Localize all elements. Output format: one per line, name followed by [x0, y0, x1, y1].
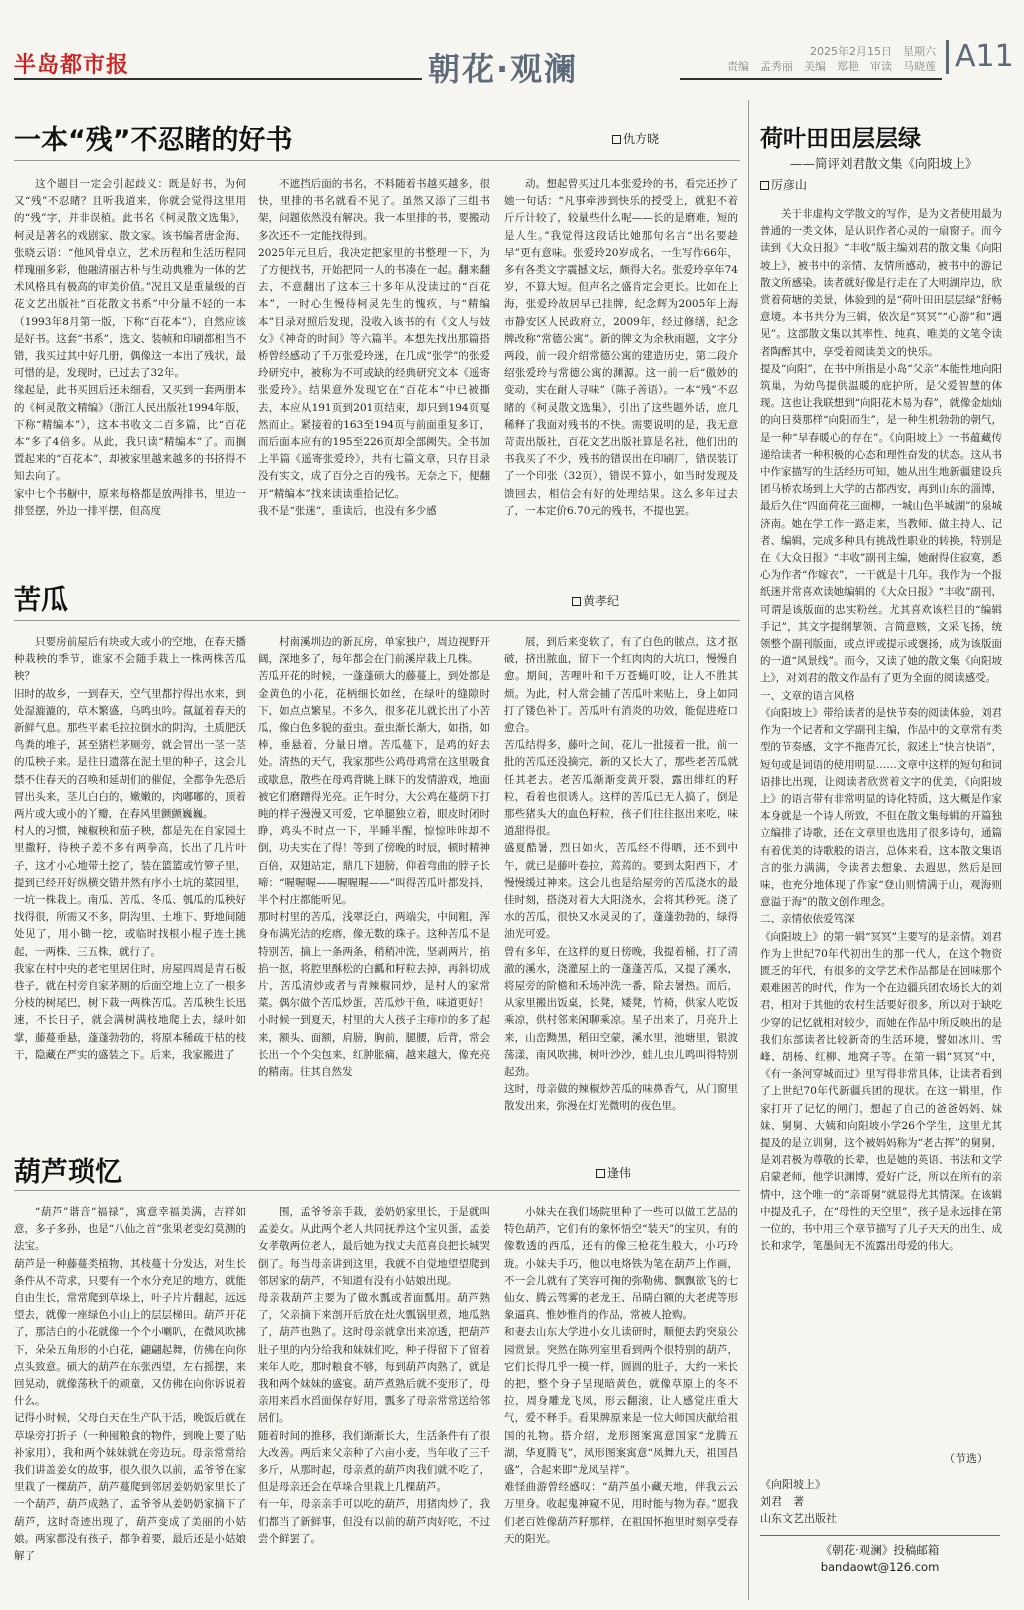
- article2-col3: [504, 634, 738, 1112]
- article3-col1: [14, 1204, 246, 1600]
- byline-box-icon: [612, 135, 621, 144]
- article2-col1: [14, 634, 246, 1112]
- article1-col2-text: 不遮挡后面的书名，不料随着书越买越多，很快，里排的书名就看不见了。虽然又添了三组书架，问题依然没有解决。我一本里排的书，要搬动多次还不一定能找得到。 2025年元旦后，我决定把家里的书整理一下，为了方便找书，开始把同一人的书凑在一起。翻来翻去，不意翻出了这本三十多年从没读过的“百花本”，一时心生慢待柯灵先生的愧疚，与“精编本”目录对照后发现，没收入该书的有《文人与妓女》《神奇的时间》等六篇半。本想先找出那篇搭桥曾经感动了千万张爱玲迷，在几成“张学”的张爱玲研究中，被称为不可或缺的经典研究文本《遥寄张爱玲》。结果意外发现它在“百花本”中已被撕去，本应从191页到201页结束，却只到194页戛然而止。紧接着的163至194页与前面重复多订，而后面本应有的195至226页却全部阙失。全书加上半篇《遥寄张爱玲》，共有七篇文章，只存目录没有实文，成了百分之百的残书。无奈之下，便翻开“精编本”找来读读重拾记忆。 我不是“张迷”，重读后，也没有多少感: [258, 178, 490, 517]
- article1-col1: [14, 176, 246, 538]
- section-title: 朝花·观澜: [428, 50, 579, 88]
- header-rule-right: [680, 78, 942, 80]
- article2-rule: [14, 620, 740, 621]
- excerpt-note: （节选）: [944, 1452, 988, 1465]
- article3-author: 逢伟: [607, 1166, 632, 1180]
- article2-byline: [572, 592, 619, 609]
- sidebar-body: [760, 206, 1002, 1446]
- book-title: 《向阳坡上》: [760, 1478, 826, 1491]
- sidebar-subtitle: ——简评刘君散文集《向阳坡上》: [790, 156, 978, 171]
- editor-credits: 责编 孟秀丽 美编 郑艳 审读 马晓莲: [727, 60, 936, 73]
- article1-col3-text: 动。想起曾买过几本张爱玲的书，看完还抄了她一句话：“凡事牵涉到快乐的授受上，就犯不着斤斤计较了，较量些什么呢——长的是磨难，短的是人生。”我觉得这段话比她那句名言“出名要趁早”更有意味。张爱玲20岁成名，一生写作66年，多有各类文字震撼文坛，颇得大名。张爱玲享年74岁，不算大短。但声名之盛肯定会更长。比如在上海，张爱玲故居早已挂牌，纪念辉为2005年上海市静安区人民政府立，2009年，经过修缮，纪念牌改称“常德公寓”。新的牌文为余秋雨题，文字分两段，前一段介绍常德公寓的建造历史，第二段介绍张爱玲与常德公寓的渊源。这一前一后“傲妙的变动，实在耐人寻味”（陈子善语）。一本“残”不忍睹的《柯灵散文选集》，引出了这些题外话，庶几稀释了我面对残书的不快。需要说明的是，我无意苛责出版社，百花文艺出版社算是名社，他们出的书我买了不少，残书的错误出在印刷厂，错误装订了一个印张（32页），错误不算小，如当时发现及馈回去，相信会有好的处理结果。这么多年过去了，一本定价6.70元的残书，不提也罢。: [504, 178, 738, 517]
- article2-title: 苦瓜: [14, 585, 68, 616]
- byline-box-icon: [596, 1169, 605, 1178]
- page-number: A11: [946, 40, 1014, 74]
- sidebar-author: 厉彦山: [771, 178, 808, 192]
- byline-box-icon: [760, 181, 769, 190]
- header-meta: [680, 44, 942, 74]
- article1-col3: [504, 176, 738, 538]
- sidebar-divider: [748, 100, 749, 1600]
- submission-mailbox: [790, 1542, 970, 1576]
- header-rule-left: [14, 78, 422, 80]
- newspaper-logo: 半岛都市报: [14, 52, 130, 78]
- book-info: [760, 1476, 837, 1527]
- article2-col1-text: 只要房前屋后有块或大或小的空地，在春天播种栽秧的季节，谁家不会随手栽上一株两株苦瓜秧？ 旧时的故乡，一到春天，空气里都拧得出水来，到处湿漉漉的，草木繁盛，乌鸣虫吟。氤氲着春天的新鲜气息。那些平素毛拉拉倒水的阴沟，土质肥沃鸟粪的堆子，甚至猪栏茅厕旁，就会冒出一茎一茎的瓜秧子来。是往日遗落在泥土里的种子，这会儿禁不住春天的召唤和延胡们的催促，全都争先恐后冒出头来，茎儿白白的，嫩嫩的，肉嘟嘟的，顶着两片或大或小的丫瓣，在春风里颤颤巍巍。 村人的习惯，辣椒秧和茄子秧，都是先在自家园土里撒籽，待秧子差不多有两拳高，长出了几片叶子，这才小心地带土挖了，装在篮篮或竹箩子里，提到已经开好纵横交错井然有序小土坑的菜园里，一坑一株栽上。南瓜、苦瓜、冬瓜、瓠瓜的瓜秧好找得很，所需又不多，阴沟里、土堆下、野地间随处见了，用小锄一挖，或临时找根小棍子连土挑起，一两株、三五株，就行了。 我家在村中央的老宅里居住时，房屋四周是青石板巷子，就在村旁自家茅厕的后面空地上立了一根多分枝的树尾巴，树下栽一两株苦瓜。苦瓜秧生长迅速，不长日子，就会满树满枝地爬上去，绿叶如掌，藤蔓垂悬，蓬蓬勃勃的，将原本稀疏干枯的枝干，隐藏在严实的盛装之下。后来，我家搬进了: [14, 636, 246, 1061]
- sidebar-byline: [760, 176, 807, 193]
- article2-author: 黄孝纪: [583, 594, 620, 608]
- masthead: [0, 0, 1024, 92]
- article3-col1-text: “葫芦”谐音“福禄”，寓意幸福美满，吉祥如意，多子多孙，也是“八仙之首”张果老变幻莫测的法宝。 葫芦是一种藤蔓类植物，其枝蔓十分发达，对生长条件从不苛求，只要有一个水分充足的地方，就能自由生长，常常爬到草垛上，叶子片片翻起，远远望去，就像一座绿色小山上的层层梯田。葫芦开花了，那洁白的小花就像一个个小喇叭，在微风吹拂下，朵朵五角形的小白花，翩翩起舞，仿佛在向你点头致意。硕大的葫芦在东张西望，左右摇摆，来回晃动，就像荡秋千的顽童，又仿佛在向你诉说着什么。 记得小时候，父母白天在生产队干活，晚饭后就在草垛旁打折子（一种囤粮食的物件，到晚上要了贴补家用），我和两个妹妹就在旁边玩。母亲常常给我们讲盖姜女的故事，很久很久以前，孟爷爷在家里栽了一棵葫芦，葫芦蔓爬到邻居姜奶奶家里长了一个葫芦，葫芦成熟了，孟爷爷从姜奶奶家摘下了葫芦，这时奇迹出现了，葫芦变成了美丽的小姑娘。两家都没有孩子，都争着要，最后还是小姑娘解了: [14, 1206, 246, 1563]
- article3-col3-text: 小妹夫在我们场院里种了一些可以做工艺品的特色葫芦，它们有的象怀悟空“装天”的宝贝，有的像数透的西瓜，还有的像三枪花生般大，小巧玲珑。小妹夫手巧，他以电烙铁为笔在葫芦上作画，不一会儿就有了笑容可掬的弥勒佛、飘飘欲飞的七仙女、腾云驾雾的老龙王、吊睛白额的大老虎等形象逼真、惟妙惟肖的作品，常被人抢购。 和妻去山东大学进小女儿读研时，顺便去趵突泉公园赏景。突然在陈列室里看到两个很特别的葫芦，它们长得几乎一模一样，圆圆的肚子，大约一米长的把，整个身子呈现暗黄色，就像草原上的冬不拉，周身雕龙飞凤，形云翻滚，让人感觉庄重大气，爱不释手。看果牌原来是一位大师国庆献给祖国的礼物。搭介绍，龙形图案寓意国家“龙腾五湖，华夏腾飞”，凤形图案寓意“凤舞九天，祖国昌盛”，合起来即“龙凤呈祥”。 难怪曲游曾经感叹：“葫芦虽小藏天地，伴我云云万里身。收起鬼神窥不见，用时能与物为春。”愿我们老百姓像葫芦籽那样，在祖国怀抱里时刻享受春天的阳光。: [504, 1206, 738, 1545]
- mailbox-label: 《朝花·观澜》投稿邮箱: [820, 1543, 940, 1557]
- article3-col2: [258, 1204, 490, 1600]
- article2-col2-text: 村南溪圳边的新瓦房，单家独户，周边视野开阔，深地多了，每年都会在门前溪岸栽上几株。 苦瓜开花的时候，一蓬蓬硕大的藤蔓上，到处都是金黄色的小花，花柄细长如丝，在绿叶的缝隙时下，如点点繁星。不多久，很多花儿就长出了小苦瓜，像白色多貌的蚕虫。蚕虫渐长渐大，如指，如棒，垂悬着，分量日增。苦瓜蔓下，是鸡的好去处。清热的天气，我家那些公鸡母鸡常在这里吸食或歇息，散些在母鸡背眺上眯下的发情游戏，地面被它们磨蹭得光亮。正午时分，大公鸡在蔓荫下打盹的样子漫漫又可爱，它单腿独立着，眼皮时闭时睁，鸡头不时点一下，半睡半醒，惊惊咔咔却不倒，功夫实在了得！等到了傍晚的时辰，顿时精神百倍，双翅站定，鼎几下翅膀，仰着弯曲的脖子长啼：“喔喔喔——喔喔喔——”叫得苦瓜叶都发抖，半个村庄都能听见。 那时村里的苦瓜，浅翠泛白，两端尖，中间粗，浑身布满光洁的疙瘩，像无数的珠子。这种苦瓜不是特别苦，摘上一条两条，稍稍冲洗，坚剥两片，掐掐一抠，将腔里酥松的白瓤和籽粒去掉，再斜切成片，苦瓜清炒或者与青辣椒同炒，是村人的家常菜。偶尔做个苦瓜炒蛋，苦瓜炒干鱼，味道更好！ 小时候一到夏天，村里的大人孩子主痱疖的多了起来，额头、面额，肩膀，胸前，腿腰，后背，常会长出一个个尖包来，红肿胀痛，越来越大，像充亮的精南。往其自然发: [258, 636, 490, 1079]
- article3-col3: [504, 1204, 738, 1600]
- article1-col1-text: 这个题目一定会引起歧义：既是好书，为何又“残”不忍睹？且听我道来，你就会觉得这里用的“残”字，并非误植。此书名《柯灵散文选集》，柯灵是著名的戏剧家、散文家。该书编者唐金海、张晓云语：“他风骨卓立，艺术历程和生活历程同样瑰丽多彩，他融清丽古朴与生动典雅为一体的艺术风格具有极高的审美价值。”况且又是重量级的百花文艺出版社“百花散文书系”中分量不轻的一本（1993年8月第一版，下称“百花本”），自然应该是好书。这套“书系”，选文、装帧和印刷都相当不错，我买过其中好几册，偶像这一本出了残状，最可惜的是，发现时，已过去了32年。 缘起是，此书买回后还未细看，又买到一套两册本的《柯灵散文精编》（浙江人民出版社1994年版，下称“精编本”），这本书收文二百多篇，比“百花本”多了4倍多。从此，我只读“精编本”了。而搁置起来的“百花本”，却被家里越来越多的书挤得不知去向了。 家中七个书橱中，原来每格都是放两排书，里边一排竖摆，外边一排平摆，但高度: [14, 178, 246, 517]
- book-publisher: 山东文艺出版社: [760, 1512, 837, 1525]
- article3-title: 葫芦琐忆: [14, 1157, 122, 1188]
- byline-box-icon: [572, 597, 581, 606]
- article1-col2: [258, 176, 490, 538]
- article2-col3-text: 展，到后来变软了，有了白色的脓点，这才抠破，挤出脓血，留下一个红肉肉的大坑口，慢慢自愈。期间，苦哩叶和千万苍蝇叮咬，让人不胜其烦。为此，村人常会捕了苦瓜叶来贴上，身上如同打了镂色补丁。苦瓜叶有消炎的功效，能促进疮口愈合。 苦瓜结得多，藤叶之间，花儿一批接着一批，前一批的苦瓜还没摘完，新的又长大了，那些老苦瓜就任其老去。老苦瓜渐渐变黄开裂，露出绯红的籽粒，看着也很诱人。这样的苦瓜已无人搞了，倒是那些猪头大的血色籽粒，孩子们往往抠出来吃，味道甜得很。 盛夏酷暑，烈日如火，苦瓜经不得晒，还不到中午，就已是藤叶卷拉，蔫蔫的。要到太阳西下，才慢慢缓过神来。这会儿也是给屋旁的苦瓜浇水的最佳时刻，搭浇对着大大阳浇水，会将其秒死。浇了水的苦瓜，很快又水灵灵的了，蓬蓬勃勃的，绿得油光可爱。 曾有多年，在这样的夏日傍晚，我提着桶，打了清澈的溪水，浇灌屋上的一蓬蓬苦瓜，又提了溪水，将屋旁的阶檐和禾场冲洗一番，除去暑热。而后，从家里搬出饭桌，长凳，矮凳，竹椅，供家人吃饭乘凉，供村邻来闲聊乘凉。星子出来了，月亮升上来，山峦黝黑，稻田空蒙，溪水里，池塘里，银波荡漾，南风吹拂，树叶沙沙，蛙儿虫儿鸣叫得特别起劲。 这时，母亲做的辣椒炒苦瓜的味鼻香气，从门窗里散发出来，弥漫在灯光微明的夜色里。: [504, 636, 738, 1112]
- article3-byline: [596, 1164, 631, 1181]
- article1-title: 一本“残”不忍睹的好书: [14, 125, 293, 156]
- book-author: 刘君 著: [760, 1495, 804, 1508]
- article2-col2: [258, 634, 490, 1112]
- article1-author: 仇方晓: [623, 132, 660, 146]
- mailbox-email[interactable]: bandaowt@126.com: [820, 1560, 940, 1574]
- sidebar-body-text: 关于非虚构文学散文的写作，是为文者使用最为普通的一类文体，是认识作者心灵的一扇窗子。而今读到《大众日报》“丰收”版主编刘君的散文集《向阳坡上》，被书中的亲情、友情所感动，被书中的游记散文所感染。读者就好像是行走在了大明湖岸边，欣赏着荷塘的美景，体验到的是“荷叶田田层层绿”舒畅意境。本书共分为三辑，依次是“冥冥”“心游”和“遇见”。这部散文集以其率性、纯真、唯美的文笔令读者陶醉其中，享受着阅读美文的快乐。 提及“向阳”，在书中所指是小岛“父亲”本能性地向阳筑巢，为幼鸟提供温暖的庇护所，是父爱智慧的体现。这也让我联想到“向阳花木易为春”，就像金灿灿的向日葵那样“向阳而生”，是一种生机勃勃的朝气，是一种“早春暖心的存在”。《向阳坡上》一书蕴藏传递给读者一种积极的心态和理性奋发的状态。这从书中作家描写的生活经历可知，她从出生地新疆建设兵团马桥农场到上大学的古都西安，再到山东的淄博，最后久住“四面荷花三面柳，一城山色半城湖”的泉城济南。她在学工作一路走来，当教师、做主持人、记者、编辑，完成多种具有挑战性职业的转换，特别是在《大众日报》“丰收”副刊主编，她耐得住寂寞，悉心为作者“作嫁衣”，一干就是十几年。我作为一个报纸迷并常喜欢读她编辑的《大众日报》“丰收”副刊，可谓是该版面的忠实粉丝。尤其喜欢该栏目的“编辑手记”，其文字提纲挈领、言简意赅，文采飞扬，统领整个副刊版面，或点评或提示或褒扬，成为该版面的一道“风景线”。而今，又读了她的散文集《向阳坡上》，对刘君的散文作品有了更为全面的阅读感受。 一、文章的语言风格 《向阳坡上》带给读者的是快节奏的阅读体验，刘君作为一个记者和文学副刊主编，作品中的文章常有类型的节奏感，文字不拖沓冗长，叙述上“快言快语”，短句或是词语的使用明显……文章中这样的短句和词语排比出现，让阅读者欣赏着文字的优美，《向阳坡上》的语言带有非常明显的诗化特质，这大概是作家本身就是一个诗人所致，不但在散文集每辑的开篇独立编排了诗歌，还在文章里也选用了很多诗句，通篇有着优美的诗歌般的语言，总体来看，这本散文集语言的张力满满，令读者去想象、去遐思，然后是回味，也充分地体现了作家“登山则情满于山，观海则意溢于海”的散文创作理念。 二、亲情依依爱笃深 《向阳坡上》的第一辑“冥冥”主要写的是亲情。刘君作为上世纪70年代初出生的那一代人，在这个物资匮乏的年代，有很多的文学艺术作品都是在回味那个艰难困苦的时代，作为一个在边疆兵团农场长大的刘君，相对于其他的农村生活要好很多，所以对于缺吃少穿的记忆就相对较少，而她在作品中所反映出的是我们东部读者比较新奇的生活环境，譬如冰川、雪峰、胡杨、红柳、地窝子等。在第一辑“冥冥”中，《有一条河穿城而过》里写得非常具体，让读者看到了上世纪70年代新疆兵团的现状。在这一辑里，作家打开了记忆的闸门，想起了自己的爸爸妈妈、妹妹、舅舅、大姨和向阳坡小学26个学生，这里尤其提及的是立训舅，这个被妈妈称为“老古挥”的舅舅，是刘君极为尊敬的长辈，也是她的英语、书法和文学启蒙老师，他学识渊博，爱好广泛，所以在所有的亲情中，这个唯一的“亲哥舅”就显得尤其情深。在该辑中提及孔子，在“母性的天空里”，孩子是永远排在第一位的，书中用三个章节描写了儿子天天的出生、成长和求学，笔墨间无不流露出母爱的伟大。: [760, 208, 1002, 1253]
- sidebar-title: 荷叶田田层层绿: [760, 126, 921, 152]
- mailbox-rule: [760, 1535, 1000, 1536]
- issue-date: 2025年2月15日 星期六: [810, 45, 936, 58]
- article1-rule: [14, 160, 740, 161]
- article3-col2-text: 围，孟爷爷亲手栽，姜奶奶家里长，于是就叫孟姜女。从此两个老人共同抚养这个宝贝蛋，孟姜女孝敬两位老人，最后她为找丈夫范喜良把长城哭倒了。每当母亲讲到这里，我就不自觉地望望爬到邻居家的葫芦，不知道有没有小姑娘出现。 母亲栽葫芦主要为了做水瓢或者面瓢用。葫芦熟了，父亲摘下来剖开后放在灶火瓢锅里煮，地瓜熟了，葫芦也熟了。这时母亲就拿出来凉透，把葫芦肚子里的内分给我和妹妹们吃，种子得留下了留着来年人吃，那时粮食不够，每到葫芦肉熟了，就是我和两个妹妹的盛宴。葫芦煮熟后就不变形了，母亲用来舀水舀面保存好用，瓢多了母亲常常送给邻居们。 随着时间的推移，我们渐渐长大，生活条件有了很大改善。两后来父亲种了六亩小麦，当年收了三千多斤，从那时起，母亲煮的葫芦肉我们就不吃了，但是母亲还会在草垛合里栽上几棵葫芦。 有一年，母亲亲手可以吃的葫芦，用猪肉炒了，我们都当了新鲜事，但没有以前的葫芦肉好吃，不过尝个鲜罢了。: [258, 1206, 490, 1545]
- article1-byline: [612, 130, 659, 147]
- article3-rule: [14, 1190, 740, 1191]
